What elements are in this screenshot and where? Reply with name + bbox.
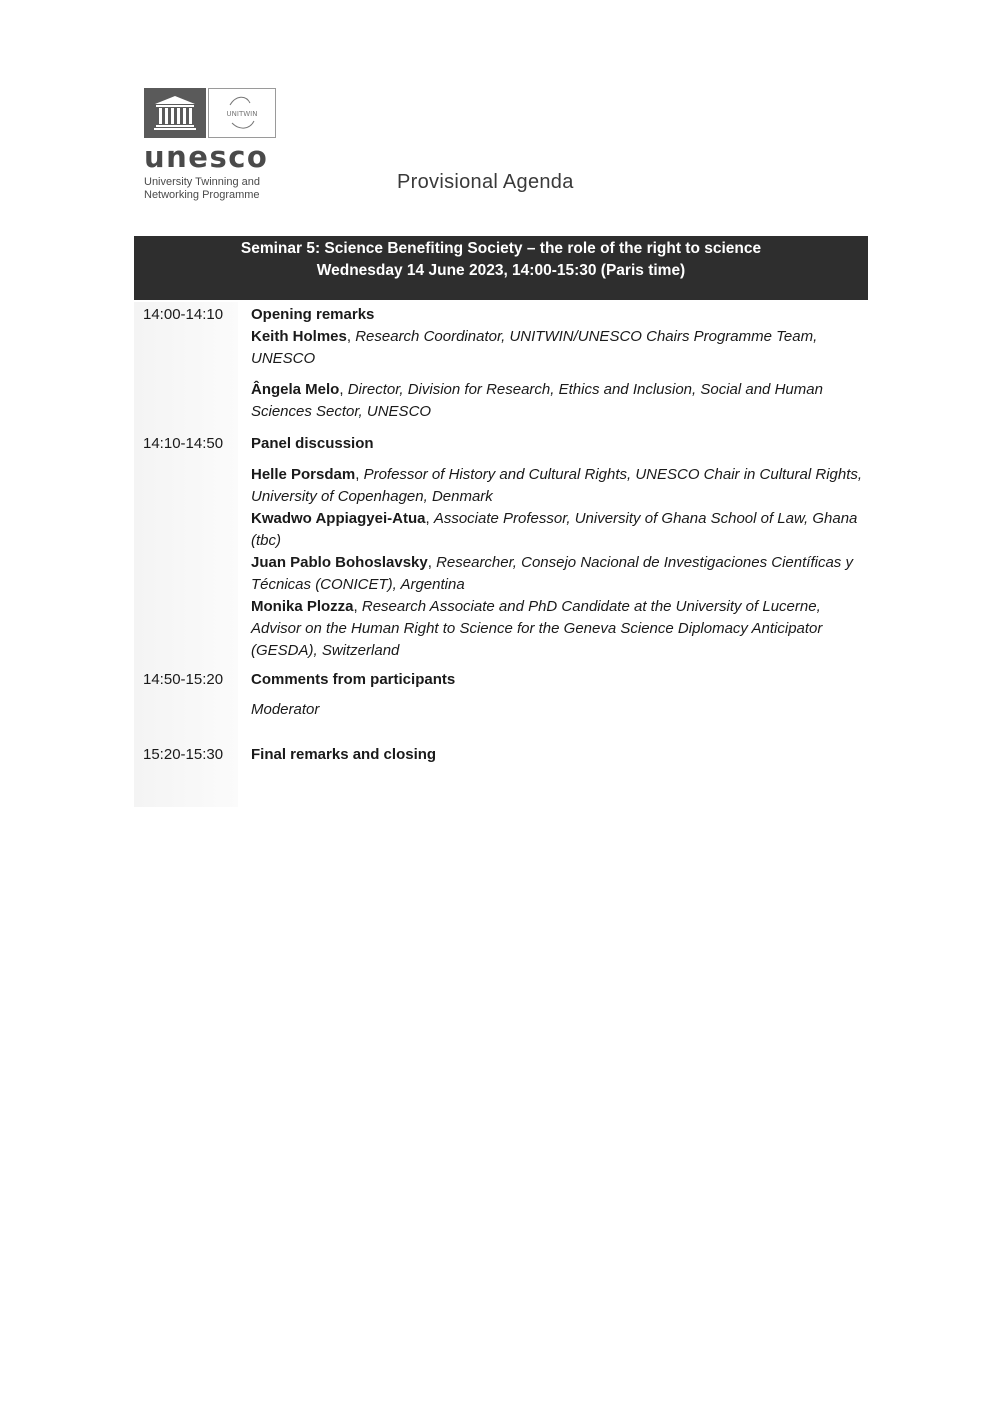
- session-note: Moderator: [251, 701, 320, 718]
- speaker-name: Helle Porsdam: [251, 466, 356, 483]
- speaker-entry: Juan Pablo Bohoslavsky, Researcher, Consejo Nacional de Investigaciones Científicas y Técnicas (CONICET), Argentina: [251, 554, 853, 593]
- speaker-name: Ângela Melo: [251, 381, 340, 398]
- unesco-wordmark: unesco: [144, 140, 269, 174]
- session-time: 14:00-14:10: [143, 306, 224, 323]
- speaker-role: Researcher, Consejo Nacional de Investigaciones Científicas y Técnicas (CONICET), Argentina: [251, 554, 853, 593]
- logo-subtitle-line2: Networking Programme: [144, 189, 260, 201]
- session-time: 15:20-15:30: [143, 746, 224, 763]
- unesco-temple-icon: [144, 88, 206, 138]
- session-heading: Final remarks and closing: [251, 746, 437, 763]
- seminar-date: Wednesday 14 June 2023, 14:00-15:30 (Paris time): [316, 262, 686, 279]
- speaker-entry: Helle Porsdam, Professor of History and Cultural Rights, UNESCO Chair in Cultural Rights, University of Copenhagen, Denmark: [251, 466, 863, 505]
- unesco-logo: [144, 88, 284, 202]
- session-heading: Comments from participants: [251, 671, 456, 688]
- seminar-title: Seminar 5: Science Benefiting Society – the role of the right to science: [240, 240, 762, 257]
- speaker-name: Kwadwo Appiagyei-Atua: [251, 510, 426, 527]
- speaker-role: Director, Division for Research, Ethics and Inclusion, Social and Human Sciences Sector, UNESCO: [251, 381, 823, 420]
- speaker-role: Research Associate and PhD Candidate at the University of Lucerne, Advisor on the Human Right to Science for the Geneva Science Diplomacy Anticipator (GESDA), Switzerland: [251, 598, 823, 659]
- speaker-entry: Kwadwo Appiagyei-Atua, Associate Professor, University of Ghana School of Law, Ghana (tbc): [251, 510, 858, 549]
- time-column-shade: [134, 302, 238, 807]
- speaker-role: Research Coordinator, UNITWIN/UNESCO Chairs Programme Team, UNESCO: [251, 328, 818, 367]
- speaker-name: Monika Plozza: [251, 598, 354, 615]
- unitwin-emblem-text: UNITWIN: [226, 110, 258, 118]
- session-heading: Panel discussion: [251, 435, 374, 452]
- logo-subtitle-line1: University Twinning and: [144, 176, 260, 188]
- page-title: Provisional Agenda: [397, 171, 574, 193]
- speaker-entry: Monika Plozza, Research Associate and PhD Candidate at the University of Lucerne, Advisor on the Human Right to Science for the Geneva Science Diplomacy Anticipator (GESDA), Switzerland: [251, 598, 823, 659]
- session-time: 14:50-15:20: [143, 671, 224, 688]
- speaker-entry: Keith Holmes, Research Coordinator, UNITWIN/UNESCO Chairs Programme Team, UNESCO: [251, 328, 818, 367]
- speaker-entry: Ângela Melo, Director, Division for Research, Ethics and Inclusion, Social and Human Sciences Sector, UNESCO: [251, 381, 823, 420]
- unitwin-emblem-icon: [208, 88, 276, 138]
- seminar-banner: [134, 236, 868, 300]
- speaker-role: Professor of History and Cultural Rights, UNESCO Chair in Cultural Rights, University of Copenhagen, Denmark: [251, 466, 863, 505]
- session-heading: Opening remarks: [251, 306, 375, 323]
- speaker-name: Keith Holmes: [251, 328, 347, 345]
- session-time: 14:10-14:50: [143, 435, 224, 452]
- logo-subtitle: [144, 176, 284, 202]
- speaker-role: Associate Professor, University of Ghana School of Law, Ghana (tbc): [251, 510, 858, 549]
- speaker-name: Juan Pablo Bohoslavsky: [251, 554, 428, 571]
